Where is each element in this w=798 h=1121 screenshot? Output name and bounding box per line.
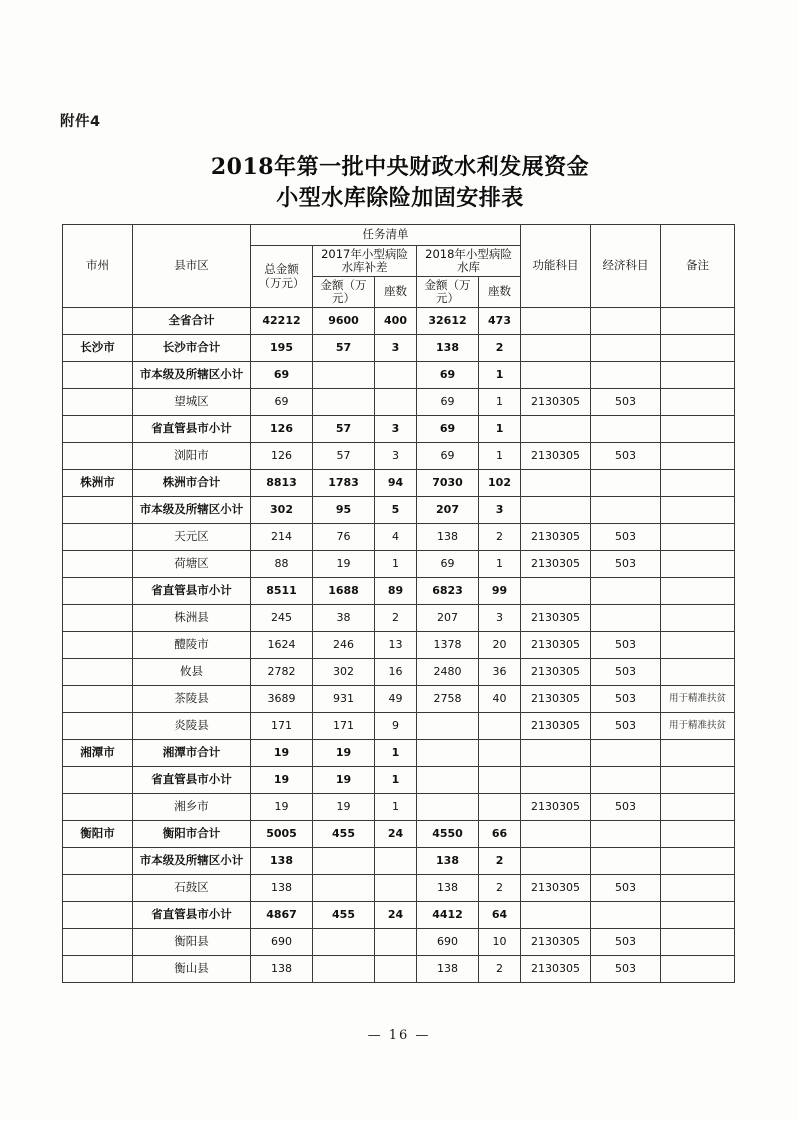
table-row [63,794,735,821]
table-row [63,740,735,767]
title-line-1: 2018年第一批中央财政水利发展资金 [210,154,590,180]
cell-econ: 503 [591,632,661,659]
attachment-label: 附件4 [60,114,101,130]
cell-county: 湘潭市合计 [133,740,251,767]
cell-remark [661,605,735,632]
cell-econ: 503 [591,956,661,983]
header-2017: 2017年小型病险水库补差 [313,246,417,277]
cell-region [63,875,133,902]
cell-amt2017: 57 [313,335,375,362]
cell-econ [591,308,661,335]
cell-func [521,767,591,794]
cell-econ [591,740,661,767]
cell-func: 2130305 [521,929,591,956]
cell-amt2017: 302 [313,659,375,686]
cell-county: 衡阳县 [133,929,251,956]
cell-func [521,470,591,497]
cell-total: 42212 [251,308,313,335]
cell-total: 5005 [251,821,313,848]
cell-county: 市本级及所辖区小计 [133,848,251,875]
table-row [63,416,735,443]
cell-remark [661,308,735,335]
cell-remark [661,902,735,929]
cell-func [521,362,591,389]
cell-county: 市本级及所辖区小计 [133,497,251,524]
table-row [63,929,735,956]
cell-total: 690 [251,929,313,956]
cell-cnt2018: 20 [479,632,521,659]
cell-cnt2017: 16 [375,659,417,686]
header-economic-subject: 经济科目 [591,225,661,308]
cell-cnt2018 [479,767,521,794]
cell-func [521,848,591,875]
cell-cnt2018: 99 [479,578,521,605]
cell-cnt2017: 2 [375,605,417,632]
cell-econ: 503 [591,875,661,902]
cell-econ: 503 [591,713,661,740]
cell-remark [661,632,735,659]
cell-region [63,551,133,578]
cell-func: 2130305 [521,443,591,470]
cell-cnt2018: 2 [479,524,521,551]
cell-remark [661,389,735,416]
cell-amt2018: 207 [417,497,479,524]
cell-county: 省直管县市小计 [133,578,251,605]
cell-region [63,416,133,443]
cell-econ [591,362,661,389]
cell-remark [661,767,735,794]
cell-county: 炎陵县 [133,713,251,740]
header-total-amount: 总金额（万元） [251,246,313,308]
cell-remark [661,875,735,902]
cell-amt2018: 138 [417,848,479,875]
cell-county: 浏阳市 [133,443,251,470]
cell-remark [661,524,735,551]
cell-amt2017: 455 [313,902,375,929]
cell-cnt2017: 5 [375,497,417,524]
cell-remark [661,740,735,767]
cell-region [63,389,133,416]
cell-cnt2017: 3 [375,443,417,470]
cell-econ [591,470,661,497]
cell-total: 88 [251,551,313,578]
cell-county: 省直管县市小计 [133,416,251,443]
cell-amt2018 [417,713,479,740]
cell-region [63,848,133,875]
cell-econ: 503 [591,794,661,821]
cell-total: 8511 [251,578,313,605]
table-row [63,605,735,632]
cell-amt2017 [313,929,375,956]
cell-amt2018 [417,740,479,767]
cell-total: 69 [251,389,313,416]
cell-cnt2018: 1 [479,443,521,470]
cell-cnt2018: 473 [479,308,521,335]
cell-cnt2017: 9 [375,713,417,740]
cell-cnt2017 [375,875,417,902]
table-row [63,335,735,362]
table-row [63,956,735,983]
cell-amt2018 [417,794,479,821]
cell-amt2017: 57 [313,416,375,443]
cell-county: 天元区 [133,524,251,551]
cell-amt2017: 1688 [313,578,375,605]
cell-amt2018: 138 [417,956,479,983]
title-line-2: 小型水库除险加固安排表 [276,185,524,211]
cell-cnt2017: 94 [375,470,417,497]
cell-total: 138 [251,848,313,875]
cell-econ: 503 [591,929,661,956]
cell-amt2018: 69 [417,551,479,578]
cell-region [63,362,133,389]
table-row [63,443,735,470]
table-row [63,767,735,794]
page-title [60,152,740,214]
cell-amt2018: 2758 [417,686,479,713]
cell-region: 长沙市 [63,335,133,362]
table-head [63,225,735,308]
cell-amt2017: 38 [313,605,375,632]
cell-func: 2130305 [521,713,591,740]
table-row [63,902,735,929]
table-row [63,578,735,605]
cell-amt2017: 931 [313,686,375,713]
cell-amt2018: 2480 [417,659,479,686]
cell-remark [661,821,735,848]
cell-total: 126 [251,416,313,443]
table-row [63,875,735,902]
cell-cnt2018: 3 [479,605,521,632]
cell-cnt2018: 102 [479,470,521,497]
cell-remark: 用于精准扶贫 [661,713,735,740]
cell-cnt2018: 40 [479,686,521,713]
cell-econ [591,335,661,362]
cell-cnt2017: 1 [375,740,417,767]
cell-cnt2018: 2 [479,875,521,902]
cell-cnt2017: 400 [375,308,417,335]
cell-amt2018: 69 [417,416,479,443]
cell-remark [661,497,735,524]
cell-cnt2017: 1 [375,794,417,821]
cell-remark [661,416,735,443]
cell-econ: 503 [591,443,661,470]
cell-region [63,308,133,335]
cell-amt2018: 138 [417,875,479,902]
header-region: 市州 [63,225,133,308]
cell-total: 1624 [251,632,313,659]
cell-county: 市本级及所辖区小计 [133,362,251,389]
cell-amt2017 [313,875,375,902]
cell-amt2017: 1783 [313,470,375,497]
cell-amt2018: 7030 [417,470,479,497]
cell-remark: 用于精准扶贫 [661,686,735,713]
cell-region [63,686,133,713]
cell-region [63,713,133,740]
header-task-list: 任务清单 [251,225,521,246]
cell-cnt2017: 4 [375,524,417,551]
cell-cnt2018: 66 [479,821,521,848]
table-row [63,362,735,389]
cell-amt2017: 246 [313,632,375,659]
cell-county: 茶陵县 [133,686,251,713]
cell-region: 衡阳市 [63,821,133,848]
cell-county: 长沙市合计 [133,335,251,362]
cell-remark [661,362,735,389]
cell-func: 2130305 [521,389,591,416]
cell-amt2018: 69 [417,389,479,416]
cell-amt2018: 4412 [417,902,479,929]
cell-total: 2782 [251,659,313,686]
cell-cnt2018: 3 [479,497,521,524]
cell-amt2018 [417,767,479,794]
cell-amt2017: 19 [313,740,375,767]
cell-remark [661,578,735,605]
cell-county: 攸县 [133,659,251,686]
cell-cnt2017: 13 [375,632,417,659]
cell-cnt2017: 49 [375,686,417,713]
cell-amt2018: 69 [417,362,479,389]
cell-cnt2018: 1 [479,362,521,389]
table-row [63,713,735,740]
cell-region [63,605,133,632]
cell-cnt2018 [479,740,521,767]
cell-func: 2130305 [521,686,591,713]
cell-cnt2017 [375,929,417,956]
cell-econ [591,605,661,632]
cell-region: 株洲市 [63,470,133,497]
cell-region [63,632,133,659]
cell-amt2017: 19 [313,794,375,821]
cell-remark [661,956,735,983]
cell-cnt2018: 2 [479,335,521,362]
cell-amt2018: 69 [417,443,479,470]
table-row [63,470,735,497]
cell-remark [661,929,735,956]
cell-total: 19 [251,794,313,821]
cell-county: 省直管县市小计 [133,767,251,794]
cell-total: 195 [251,335,313,362]
table-row [63,659,735,686]
cell-cnt2017 [375,848,417,875]
cell-func [521,902,591,929]
cell-amt2017: 19 [313,551,375,578]
cell-total: 245 [251,605,313,632]
cell-amt2018: 207 [417,605,479,632]
cell-region [63,956,133,983]
cell-func [521,416,591,443]
cell-cnt2017: 89 [375,578,417,605]
cell-cnt2018 [479,794,521,821]
table-row [63,389,735,416]
cell-amt2018: 690 [417,929,479,956]
cell-amt2017: 19 [313,767,375,794]
cell-amt2017 [313,956,375,983]
cell-cnt2017 [375,956,417,983]
cell-county: 望城区 [133,389,251,416]
header-row-1 [63,225,735,246]
cell-total: 69 [251,362,313,389]
cell-county: 湘乡市 [133,794,251,821]
cell-func [521,308,591,335]
cell-remark [661,551,735,578]
cell-func: 2130305 [521,956,591,983]
cell-func: 2130305 [521,605,591,632]
cell-remark [661,470,735,497]
cell-econ: 503 [591,551,661,578]
cell-cnt2017: 1 [375,767,417,794]
cell-econ: 503 [591,686,661,713]
cell-cnt2018: 2 [479,956,521,983]
cell-econ [591,767,661,794]
table-body [63,308,735,983]
cell-remark [661,335,735,362]
cell-econ [591,416,661,443]
cell-region [63,659,133,686]
cell-amt2018: 138 [417,524,479,551]
cell-econ: 503 [591,659,661,686]
cell-cnt2018 [479,713,521,740]
table-row [63,848,735,875]
cell-county: 荷塘区 [133,551,251,578]
cell-county: 醴陵市 [133,632,251,659]
header-2017-count: 座数 [375,277,417,308]
cell-region [63,794,133,821]
table-row [63,821,735,848]
cell-func [521,821,591,848]
cell-econ [591,848,661,875]
cell-cnt2018: 36 [479,659,521,686]
cell-cnt2018: 1 [479,551,521,578]
cell-county: 省直管县市小计 [133,902,251,929]
cell-amt2017 [313,848,375,875]
cell-econ: 503 [591,389,661,416]
cell-func: 2130305 [521,551,591,578]
cell-cnt2017: 1 [375,551,417,578]
cell-func [521,740,591,767]
table-row [63,632,735,659]
cell-econ: 503 [591,524,661,551]
cell-region [63,902,133,929]
cell-county: 株洲市合计 [133,470,251,497]
cell-county: 衡山县 [133,956,251,983]
cell-total: 214 [251,524,313,551]
cell-region: 湘潭市 [63,740,133,767]
cell-amt2017: 171 [313,713,375,740]
cell-cnt2018: 10 [479,929,521,956]
cell-remark [661,848,735,875]
cell-total: 171 [251,713,313,740]
table-row [63,308,735,335]
header-remark: 备注 [661,225,735,308]
cell-func [521,497,591,524]
table-row [63,686,735,713]
cell-amt2017 [313,389,375,416]
header-2018-count: 座数 [479,277,521,308]
cell-region [63,443,133,470]
cell-total: 4867 [251,902,313,929]
allocation-table [62,224,735,983]
cell-region [63,767,133,794]
cell-total: 138 [251,956,313,983]
cell-econ [591,821,661,848]
cell-econ [591,578,661,605]
header-2018: 2018年小型病险水库 [417,246,521,277]
cell-amt2017 [313,362,375,389]
cell-cnt2017: 24 [375,821,417,848]
cell-county: 株洲县 [133,605,251,632]
cell-total: 19 [251,740,313,767]
cell-func: 2130305 [521,659,591,686]
cell-func: 2130305 [521,794,591,821]
table-row [63,551,735,578]
cell-county: 衡阳市合计 [133,821,251,848]
cell-amt2017: 76 [313,524,375,551]
cell-amt2018: 32612 [417,308,479,335]
cell-cnt2017: 24 [375,902,417,929]
cell-total: 3689 [251,686,313,713]
table-row [63,497,735,524]
cell-cnt2017 [375,362,417,389]
cell-amt2017: 57 [313,443,375,470]
cell-region [63,524,133,551]
header-2018-amount: 金额（万元） [417,277,479,308]
cell-total: 138 [251,875,313,902]
table-row [63,524,735,551]
cell-amt2018: 4550 [417,821,479,848]
cell-total: 19 [251,767,313,794]
cell-cnt2018: 1 [479,416,521,443]
cell-func: 2130305 [521,524,591,551]
cell-amt2018: 138 [417,335,479,362]
cell-amt2017: 95 [313,497,375,524]
cell-region [63,929,133,956]
cell-amt2017: 9600 [313,308,375,335]
cell-cnt2018: 1 [479,389,521,416]
cell-remark [661,794,735,821]
cell-func [521,335,591,362]
cell-cnt2017 [375,389,417,416]
header-function-subject: 功能科目 [521,225,591,308]
cell-amt2018: 6823 [417,578,479,605]
cell-remark [661,443,735,470]
cell-econ [591,902,661,929]
header-2017-amount: 金额（万元） [313,277,375,308]
cell-total: 8813 [251,470,313,497]
cell-func: 2130305 [521,875,591,902]
cell-amt2017: 455 [313,821,375,848]
cell-county: 全省合计 [133,308,251,335]
cell-region [63,578,133,605]
page-number: — 16 — [367,1028,431,1043]
header-county: 县市区 [133,225,251,308]
cell-cnt2017: 3 [375,416,417,443]
cell-total: 126 [251,443,313,470]
cell-cnt2017: 3 [375,335,417,362]
cell-amt2018: 1378 [417,632,479,659]
cell-func [521,578,591,605]
cell-remark [661,659,735,686]
cell-county: 石鼓区 [133,875,251,902]
cell-econ [591,497,661,524]
cell-cnt2018: 2 [479,848,521,875]
cell-region [63,497,133,524]
cell-func: 2130305 [521,632,591,659]
cell-cnt2018: 64 [479,902,521,929]
cell-total: 302 [251,497,313,524]
